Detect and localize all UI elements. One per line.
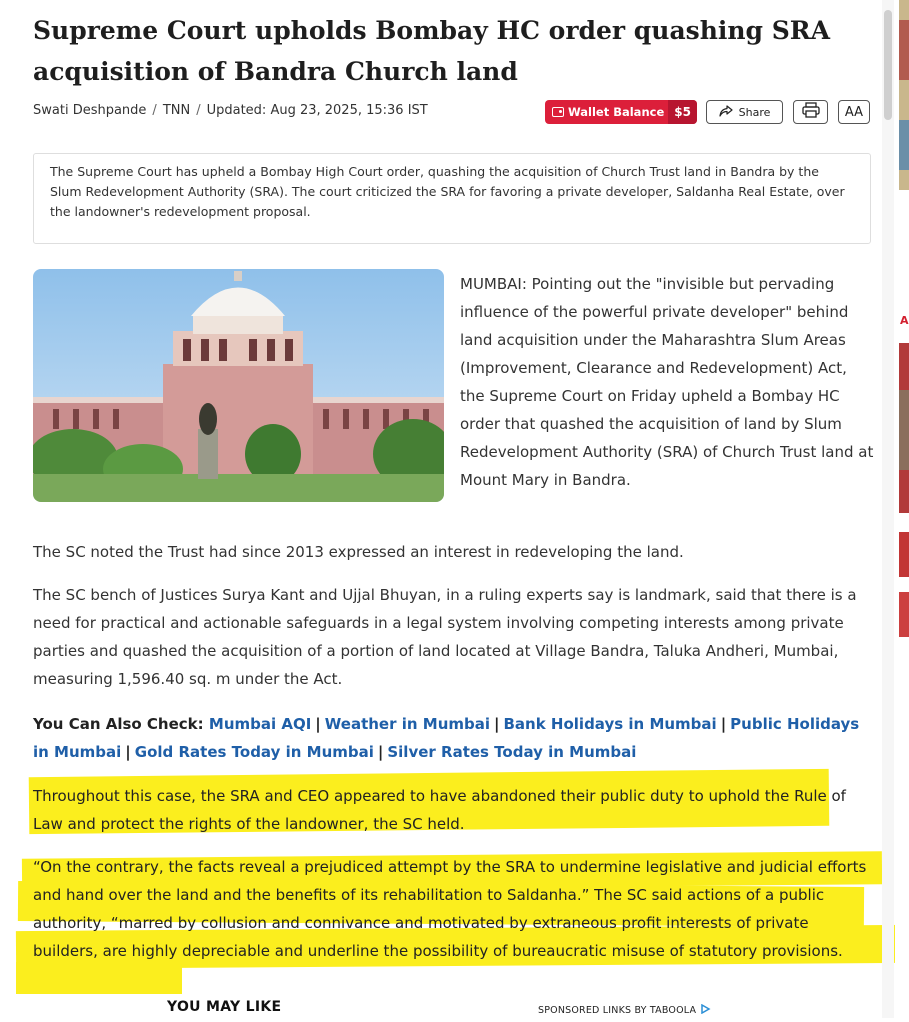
wallet-amount: $5	[668, 100, 697, 124]
link-silver-rates[interactable]: Silver Rates Today in Mumbai	[387, 743, 637, 761]
headline: Supreme Court upholds Bombay HC order quashing SRA acquisition of Bandra Church land	[33, 16, 830, 86]
link-public-holidays[interactable]: Public Holidays in Mumbai	[33, 715, 860, 761]
article-summary-box	[33, 153, 871, 244]
link-bank-holidays[interactable]: Bank Holidays in Mumbai	[503, 715, 717, 733]
share-icon	[719, 105, 733, 120]
lead-paragraph: MUMBAI: Pointing out the "invisible but pervading influence of the powerful private developer" behind land acquisition under the Maharashtra Slum Areas (Improvement, Clearance and Redevelopment) Act, the Supreme Court on Friday upheld a Bombay HC order that quashed the acquisition of land by Slum Redevelopment Authority (SRA) of Church Trust land at Mount Mary in Bandra.	[460, 275, 874, 489]
author-name[interactable]: Swati Deshpande	[33, 103, 147, 118]
also-check-label: You Can Also Check:	[33, 715, 204, 733]
wallet-balance-button[interactable]	[545, 100, 697, 124]
font-size-button[interactable]: AA	[838, 100, 870, 124]
link-mumbai-aqi[interactable]: Mumbai AQI	[208, 715, 312, 733]
link-gold-rates[interactable]: Gold Rates Today in Mumbai	[134, 743, 374, 761]
article-summary: The Supreme Court has upheld a Bombay High Court order, quashing the acquisition of Church Trust land in Bandra by the Slum Redevelopment Authority (SRA). The court criticized the SRA for favoring a private developer, Saldanha Real Estate, over the landowner's redevelopment proposal.	[50, 164, 845, 219]
article-photo[interactable]	[33, 269, 444, 502]
link-weather-mumbai[interactable]: Weather in Mumbai	[324, 715, 491, 733]
also-check-links: You Can Also Check: Mumbai AQI | Weather in Mumbai | Bank Holidays in Mumbai | Public Holidays in Mumbai | Gold Rates Today in Mumbai | Silver Rates Today in Mumbai	[33, 715, 860, 761]
share-button[interactable]	[706, 100, 783, 124]
byline: Swati Deshpande / TNN / Updated: Aug 23, 2025, 15:36 IST	[33, 103, 428, 118]
sidebar-thumbnails	[895, 0, 909, 1018]
wallet-icon	[552, 107, 564, 117]
taboola-logo-icon	[700, 1004, 712, 1017]
sponsored-label: SPONSORED LINKS BY TABOOLA	[538, 1005, 697, 1016]
body-paragraph: The SC bench of Justices Surya Kant and Ujjal Bhuyan, in a ruling experts say is landmark, said that there is a need for practical and actionable safeguards in a legal system involving competing interests among private parties and quashed the acquisition of a portion of land located at Village Bandra, Taluka Andheri, Mumbai, measuring 1,596.40 sq. m under the Act.	[33, 586, 857, 688]
svg-text:A: A	[900, 314, 909, 327]
body-paragraph: The SC noted the Trust had since 2013 expressed an interest in redeveloping the land.	[33, 543, 684, 561]
updated-time: Updated: Aug 23, 2025, 15:36 IST	[206, 103, 428, 118]
highlighted-paragraph: “On the contrary, the facts reveal a prejudiced attempt by the SRA to undermine legislative and judicial efforts and hand over the land and the benefits of its rehabilitation to Saldanha.” The SC said actions of a public authority, “marred by collusion and connivance and motivated by extraneous profit interests of private builders, are highly depreciable and underline the possibility of bureaucratic misuse of statutory provisions.	[33, 858, 867, 960]
you-may-like-heading: YOU MAY LIKE	[167, 999, 282, 1015]
scrollbar-thumb[interactable]	[884, 10, 892, 120]
source-name: TNN	[162, 103, 191, 118]
sponsored-links-taboola[interactable]	[538, 1004, 712, 1017]
highlighted-paragraph: Throughout this case, the SRA and CEO appeared to have abandoned their public duty to uphold the Rule of Law and protect the rights of the landowner, the SC held.	[33, 787, 846, 833]
highlight-mark	[16, 962, 182, 994]
print-button[interactable]	[793, 100, 828, 124]
share-label: Share	[738, 105, 771, 119]
supreme-court-building-image	[33, 269, 444, 502]
scrollbar-track[interactable]	[882, 0, 894, 1018]
wallet-label: Wallet Balance	[568, 105, 665, 119]
right-sidebar-edge	[895, 0, 909, 1018]
print-icon	[802, 102, 820, 122]
byline-row	[33, 100, 873, 126]
